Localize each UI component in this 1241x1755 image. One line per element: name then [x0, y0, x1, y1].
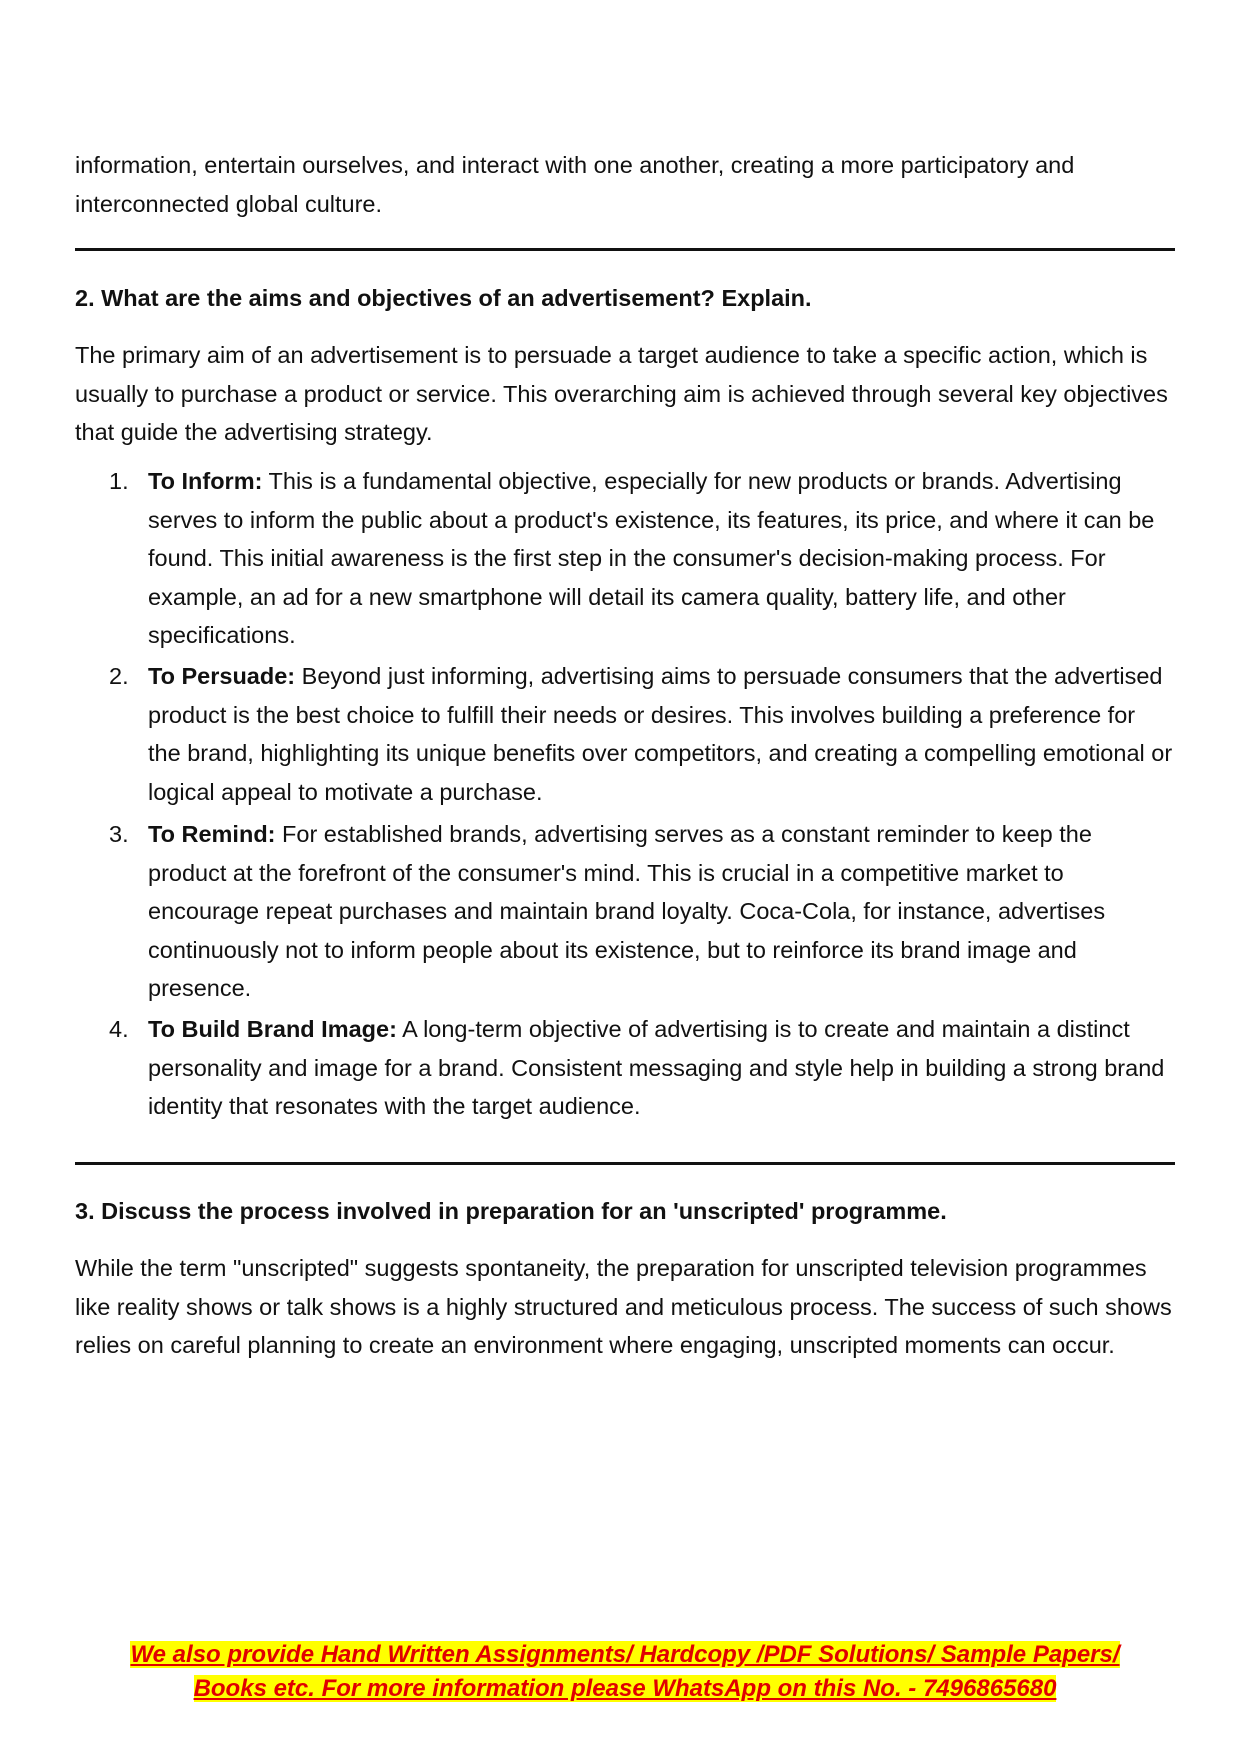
section-2-heading: 2. What are the aims and objectives of an advertisement? Explain.	[75, 285, 812, 311]
list-item-term: To Remind:	[148, 821, 276, 847]
section-2-intro: The primary aim of an advertisement is to persuade a target audience to take a specific action, which is usually to purchase a product or service. This overarching aim is achieved through several key objectives that guide the advertising strategy.	[75, 342, 1168, 445]
list-item-term: To Build Brand Image:	[148, 1016, 397, 1042]
list-item-number: 1.	[109, 468, 129, 494]
intro-paragraph: information, entertain ourselves, and interact with one another, creating a more participatory and interconnected global culture.	[75, 152, 1075, 217]
list-item-text: This is a fundamental objective, especially for new products or brands. Advertising serves to inform the public about a product's existence, its features, its price, and where it can be found. This initial awareness is the first step in the consumer's decision-making process. For example, an ad for a new smartphone will detail its camera quality, battery life, and other specifications.	[148, 468, 1155, 648]
section-3-heading: 3. Discuss the process involved in preparation for an 'unscripted' programme.	[75, 1198, 947, 1224]
list-item-number: 3.	[109, 821, 129, 847]
list-item-text: Beyond just informing, advertising aims to persuade consumers that the advertised product is the best choice to fulfill their needs or desires. This involves building a preference for the brand, highlighting its unique benefits over competitors, and creating a compelling emotional or logical appeal to motivate a purchase.	[148, 663, 1173, 805]
list-item-text: For established brands, advertising serves as a constant reminder to keep the product at the forefront of the consumer's mind. This is crucial in a competitive market to encourage repeat purchases and maintain brand loyalty. Coca-Cola, for instance, advertises continuously not to inform people about its existence, but to reinforce its brand image and presence.	[148, 821, 1106, 1001]
promo-banner	[75, 1638, 1175, 1706]
list-item-number: 2.	[109, 663, 129, 689]
promo-line-1: We also provide Hand Written Assignments/ Hardcopy /PDF Solutions/ Sample Papers/	[130, 1641, 1120, 1668]
promo-line-2: Books etc. For more information please WhatsApp on this No. - 7496865680	[193, 1675, 1057, 1702]
list-item-term: To Inform:	[148, 468, 263, 494]
section-divider	[75, 248, 1175, 251]
list-item-term: To Persuade:	[148, 663, 296, 689]
list-item-text: A long-term objective of advertising is to create and maintain a distinct personality and image for a brand. Consistent messaging and style help in building a strong brand identity that resonates with the target audience.	[148, 1016, 1165, 1119]
section-divider	[75, 1162, 1175, 1165]
list-item-number: 4.	[109, 1016, 129, 1042]
section-3-intro: While the term "unscripted" suggests spontaneity, the preparation for unscripted television programmes like reality shows or talk shows is a highly structured and meticulous process. The success of such shows relies on careful planning to create an environment where engaging, unscripted moments can occur.	[75, 1255, 1172, 1358]
